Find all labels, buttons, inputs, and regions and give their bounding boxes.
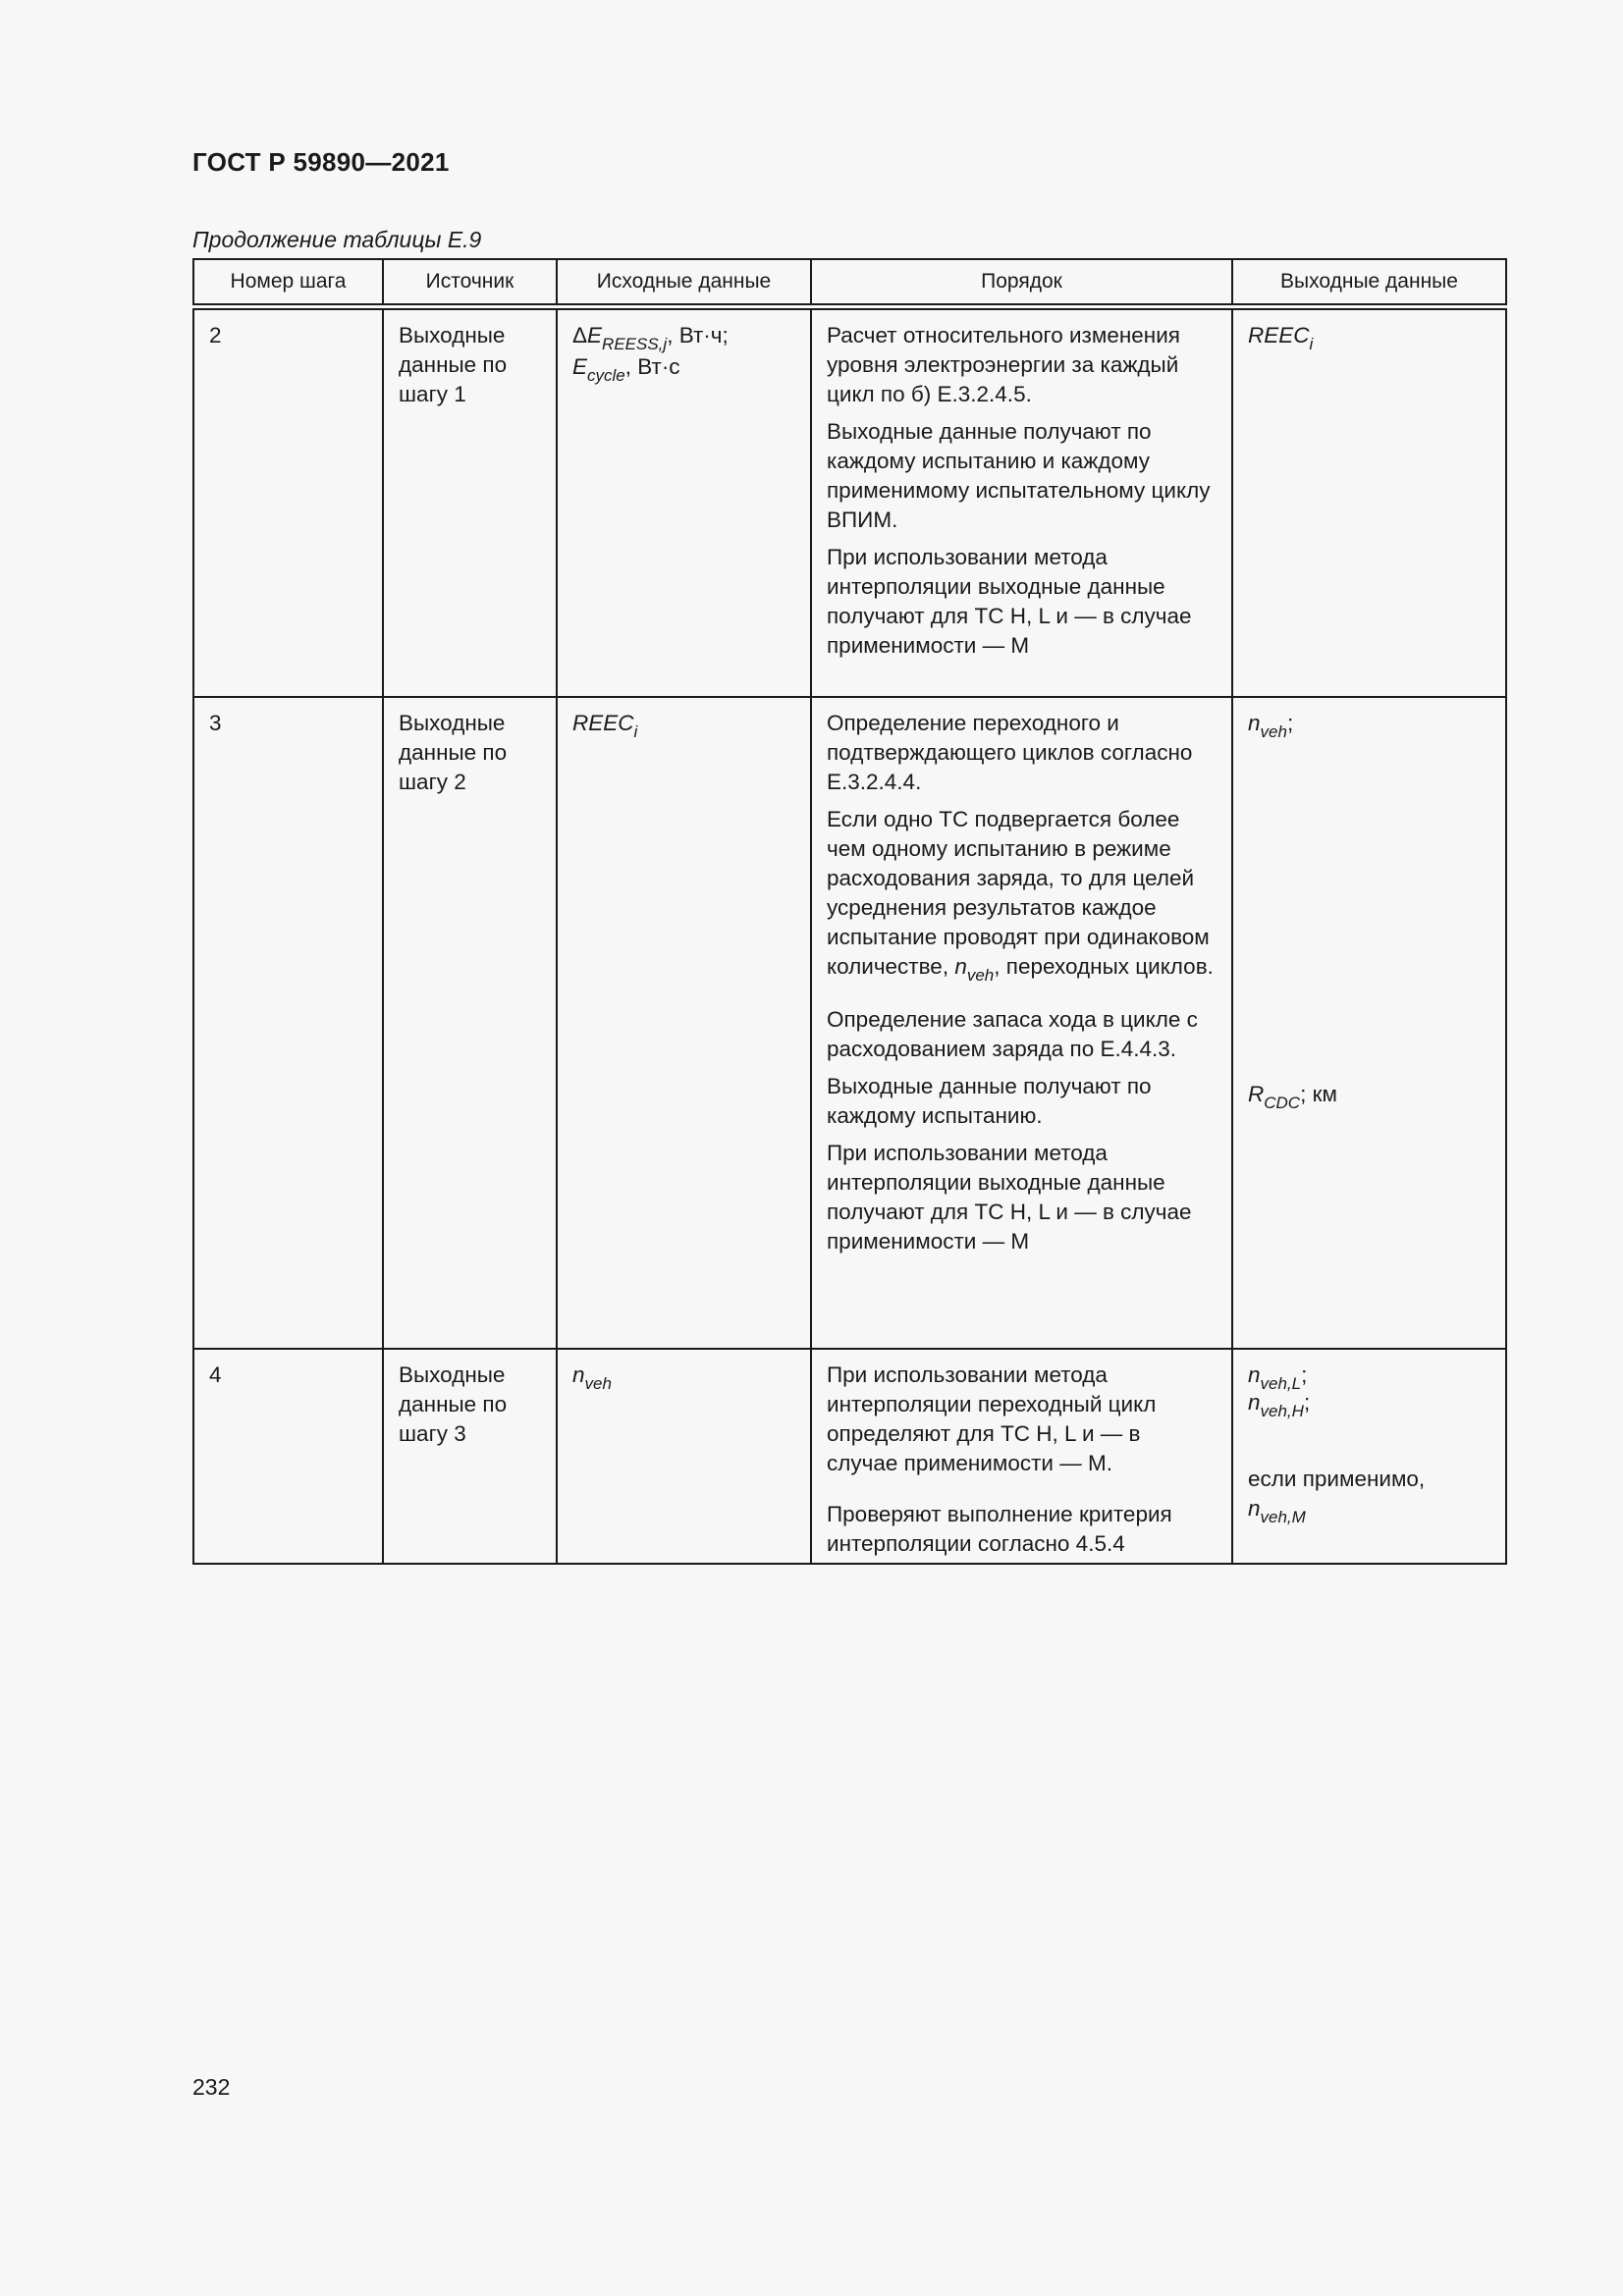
variable: n bbox=[1248, 1362, 1261, 1387]
input-line bbox=[572, 321, 795, 352]
output-item bbox=[1248, 1494, 1490, 1525]
procedure-paragraph: Расчет относительного изменения уровня электроэнергии за каждый цикл по б) Е.3.2.4.5. bbox=[827, 323, 1180, 406]
page-number: 232 bbox=[192, 2074, 231, 2100]
document-id: ГОСТ Р 59890—2021 bbox=[192, 147, 450, 177]
separator: ; bbox=[1301, 1362, 1308, 1387]
procedure-paragraph bbox=[827, 805, 1217, 984]
table-row bbox=[193, 307, 1506, 697]
procedure-paragraph: При использовании метода интерполяции выходные данные получают для ТС H, L и — в случае применимости — M bbox=[827, 545, 1192, 658]
cell-input bbox=[557, 697, 811, 1349]
subscript: veh,L bbox=[1260, 1373, 1302, 1393]
header-procedure: Порядок bbox=[811, 259, 1232, 307]
cell-procedure bbox=[811, 1349, 1232, 1564]
subscript: cycle bbox=[587, 366, 625, 385]
header-step: Номер шага bbox=[193, 259, 383, 307]
subscript: veh bbox=[584, 1373, 612, 1393]
variable: n bbox=[1248, 710, 1261, 735]
procedure-paragraph: Определение переходного и подтверждающего циклов согласно Е.3.2.4.4. bbox=[827, 710, 1193, 794]
data-table bbox=[192, 258, 1507, 1565]
subscript: REESS,j bbox=[602, 335, 668, 353]
subscript: i bbox=[633, 721, 638, 741]
unit: ; км bbox=[1300, 1081, 1337, 1106]
cell-output bbox=[1232, 1349, 1506, 1564]
cell-procedure bbox=[811, 697, 1232, 1349]
output-item bbox=[1248, 709, 1490, 740]
cell-step: 2 bbox=[193, 307, 383, 697]
procedure-paragraph: Определение запаса хода в цикле с расходованием заряда по Е.4.4.3. bbox=[827, 1006, 1198, 1061]
output-item: если применимо, bbox=[1248, 1466, 1426, 1491]
procedure-text: количестве, bbox=[827, 953, 955, 979]
cell-source: Выходные данные по шагу 1 bbox=[383, 307, 557, 697]
cell-input bbox=[557, 307, 811, 697]
cell-output bbox=[1232, 697, 1506, 1349]
table-header-row bbox=[193, 259, 1506, 307]
variable: n bbox=[954, 953, 967, 979]
header-source: Источник bbox=[383, 259, 557, 307]
variable: E bbox=[572, 354, 588, 379]
cell-step: 3 bbox=[193, 697, 383, 1349]
procedure-paragraph: Проверяют выполнение критерия интерполяции согласно 4.5.4 bbox=[827, 1501, 1172, 1556]
variable: E bbox=[587, 323, 603, 347]
procedure-paragraph: Выходные данные получают по каждому испытанию и каждому применимому испытательному циклу ВПИМ. bbox=[827, 419, 1211, 532]
cell-procedure bbox=[811, 307, 1232, 697]
cell-step: 4 bbox=[193, 1349, 383, 1564]
procedure-text: , переходных циклов. bbox=[994, 953, 1214, 979]
unit: , Вт·с bbox=[624, 354, 680, 379]
output-item bbox=[1248, 1080, 1490, 1111]
procedure-paragraph: Выходные данные получают по каждому испытанию. bbox=[827, 1073, 1152, 1128]
input-line bbox=[572, 352, 795, 384]
subscript: veh,M bbox=[1260, 1507, 1306, 1526]
header-input: Исходные данные bbox=[557, 259, 811, 307]
header-output: Выходные данные bbox=[1232, 259, 1506, 307]
variable: REEC bbox=[572, 710, 634, 735]
delta-symbol: Δ bbox=[572, 323, 588, 347]
separator: ; bbox=[1303, 1389, 1311, 1415]
procedure-paragraph: При использовании метода интерполяции выходные данные получают для ТС H, L и — в случае применимости — M bbox=[827, 1140, 1192, 1254]
table-caption: Продолжение таблицы Е.9 bbox=[192, 227, 482, 252]
variable: REEC bbox=[1248, 323, 1310, 347]
subscript: veh bbox=[1260, 721, 1287, 741]
subscript: veh,H bbox=[1260, 1401, 1304, 1420]
variable: n bbox=[572, 1362, 585, 1387]
subscript: i bbox=[1309, 335, 1314, 353]
cell-source: Выходные данные по шагу 3 bbox=[383, 1349, 557, 1564]
procedure-paragraph: При использовании метода интерполяции переходный цикл определяют для ТС H, L и — в случае применимости — M. bbox=[827, 1362, 1157, 1475]
variable: n bbox=[1248, 1389, 1261, 1415]
table-row bbox=[193, 697, 1506, 1349]
cell-input bbox=[557, 1349, 811, 1564]
procedure-text: Если одно ТС подвергается более чем одному испытанию в режиме расходования заряда, то для целей усреднения результатов каждое испытание проводят при одинаковом bbox=[827, 806, 1210, 949]
subscript: veh bbox=[966, 965, 995, 985]
variable: R bbox=[1248, 1081, 1265, 1106]
table-row bbox=[193, 1349, 1506, 1564]
unit: , Вт·ч; bbox=[667, 323, 729, 347]
subscript: CDC bbox=[1264, 1093, 1301, 1112]
cell-output bbox=[1232, 307, 1506, 697]
variable: n bbox=[1248, 1495, 1261, 1521]
cell-source: Выходные данные по шагу 2 bbox=[383, 697, 557, 1349]
separator: ; bbox=[1286, 710, 1294, 735]
